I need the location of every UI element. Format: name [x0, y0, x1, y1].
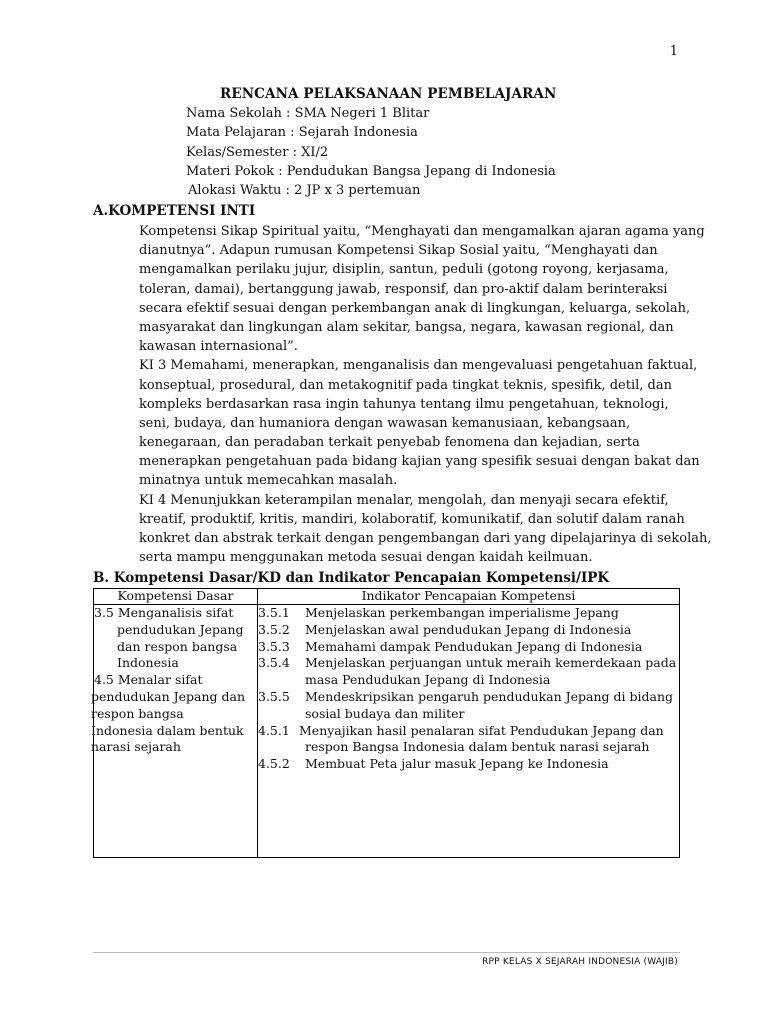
indicator-text: Menjelaskan perjuangan untuk meraih kemerdekaan pada: [305, 655, 677, 671]
ki-line: Kompetensi Sikap Spiritual yaitu, “Menghayati dan mengamalkan ajaran agama yang: [139, 224, 705, 239]
indicator-item: [258, 689, 679, 723]
indicator-code: 3.5.2: [258, 621, 290, 637]
indicator-item: [258, 655, 679, 689]
meta-time-allocation: Alokasi Waktu : 2 JP x 3 pertemuan: [188, 183, 421, 198]
ki-line: kawasan internasional”.: [139, 339, 298, 355]
indicator-item: [258, 639, 679, 656]
ki-line: konkret dan abstrak terkait dengan pengembangan dari yang dipelajarinya di sekolah,: [139, 531, 712, 546]
indicator-text: Membuat Peta jalur masuk Jepang ke Indonesia: [305, 756, 609, 772]
ki-line: dianutnya”. Adapun rumusan Kompetensi Sikap Sosial yaitu, “Menghayati dan: [139, 243, 658, 259]
table-row: [94, 605, 680, 858]
indicator-text: Memahami dampak Pendudukan Jepang di Indonesia: [305, 638, 643, 654]
ki-line: serta mampu menggunakan metoda sesuai dengan kaidah keilmuan.: [139, 550, 593, 566]
core-competence-body: [139, 222, 712, 567]
meta-class-semester: Kelas/Semester : XI/2: [186, 145, 329, 160]
footer-text: RPP KELAS X SEJARAH INDONESIA (WAJIB): [482, 957, 678, 967]
ki-line: seni, budaya, dan humaniora dengan wawasan kemanusiaan, kebangsaan,: [139, 415, 631, 431]
kd-line: Indonesia dalam bentuk: [91, 722, 244, 738]
ki-line: kreatif, produktif, kritis, mandiri, kolaboratif, komunikatif, dan solutif dalam ranah: [139, 511, 685, 527]
indicator-text: Menjelaskan awal pendudukan Jepang di Indonesia: [305, 621, 632, 637]
table-header-indicators: Indikator Pencapaian Kompetensi: [258, 589, 680, 605]
kd-line: narasi sejarah: [91, 739, 181, 755]
indicator-code: 3.5.3: [258, 638, 290, 654]
indicator-text: Menjelaskan perkembangan imperialisme Jepang: [305, 605, 619, 620]
basic-competence-cell: [91, 605, 258, 858]
indicator-text: Mendeskripsikan pengaruh pendudukan Jepang di bidang: [305, 688, 673, 704]
kd-line: 3.5 Menganalisis sifat: [94, 605, 234, 620]
ki-line: kenegaraan, dan peradaban terkait penyebab fenomena dan kejadian, serta: [139, 435, 640, 451]
indicator-code: 3.5.5: [258, 688, 290, 704]
indicator-text: sosial budaya dan militer: [305, 705, 465, 721]
kd-line: respon bangsa: [91, 705, 184, 721]
indicator-item: [258, 622, 679, 639]
indicator-text: respon Bangsa Indonesia dalam bentuk narasi sejarah: [305, 739, 650, 755]
section-b-heading: B. Kompetensi Dasar/KD dan Indikator Pencapaian Kompetensi/IPK: [93, 570, 610, 586]
section-a-heading: A.KOMPETENSI INTI: [93, 203, 256, 219]
competence-table: [93, 588, 680, 858]
ki-line: toleran, damai), bertanggung jawab, responsif, dan pro-aktif dalam berinteraksi: [139, 281, 668, 297]
kd-line: 4.5 Menalar sifat: [94, 672, 203, 688]
indicator-text: Menyajikan hasil penalaran sifat Pendudukan Jepang dan: [299, 722, 664, 738]
indicator-code: 3.5.1: [258, 605, 290, 620]
kd-line: dan respon bangsa: [117, 638, 238, 654]
kd-line: pendudukan Jepang dan: [91, 688, 245, 704]
ki-line: secara efektif sesuai dengan perkembangan anak di lingkungan, keluarga, sekolah,: [139, 300, 691, 316]
kd-line: pendudukan Jepang: [117, 621, 244, 637]
ki-line: masyarakat dan lingkungan alam sekitar, bangsa, negara, kawasan regional, dan: [139, 319, 674, 335]
indicator-item: [258, 756, 679, 773]
indicator-code: 4.5.2: [258, 756, 290, 772]
kd-line: Indonesia: [117, 655, 179, 671]
indicator-text: masa Pendudukan Jepang di Indonesia: [305, 672, 551, 688]
page-number: 1: [669, 44, 678, 59]
ki-line: konseptual, prosedural, dan metakognitif pada tingkat teknis, spesifik, detil, dan: [139, 377, 672, 393]
ki-line: menerapkan pengetahuan pada bidang kajian yang spesifik sesuai dengan bakat dan: [139, 454, 700, 470]
footer-divider: [93, 952, 680, 953]
ki-line: minatnya untuk memecahkan masalah.: [139, 473, 398, 489]
indicator-item: [258, 605, 679, 622]
ki-line: kompleks berdasarkan rasa ingin tahunya tentang ilmu pengetahuan, teknologi,: [139, 396, 669, 412]
indicator-code: 4.5.1: [258, 722, 290, 738]
indicators-cell: [258, 605, 680, 858]
indicator-code: 3.5.4: [258, 655, 290, 671]
ki-line: KI 3 Memahami, menerapkan, menganalisis dan mengevaluasi pengetahuan faktual,: [139, 358, 698, 374]
meta-school: Nama Sekolah : SMA Negeri 1 Blitar: [186, 106, 430, 121]
indicator-item: [258, 723, 679, 757]
ki-line: mengamalkan perilaku jujur, disiplin, santun, peduli (gotong royong, kerjasama,: [139, 262, 669, 278]
ki-line: KI 4 Menunjukkan keterampilan menalar, mengolah, dan menyaji secara efektif,: [139, 492, 669, 508]
meta-main-material: Materi Pokok : Pendudukan Bangsa Jepang di Indonesia: [186, 164, 556, 179]
table-header-basic-competence: Kompetensi Dasar: [94, 589, 258, 605]
meta-subject: Mata Pelajaran : Sejarah Indonesia: [186, 125, 418, 140]
document-title: RENCANA PELAKSANAAN PEMBELAJARAN: [220, 86, 557, 102]
